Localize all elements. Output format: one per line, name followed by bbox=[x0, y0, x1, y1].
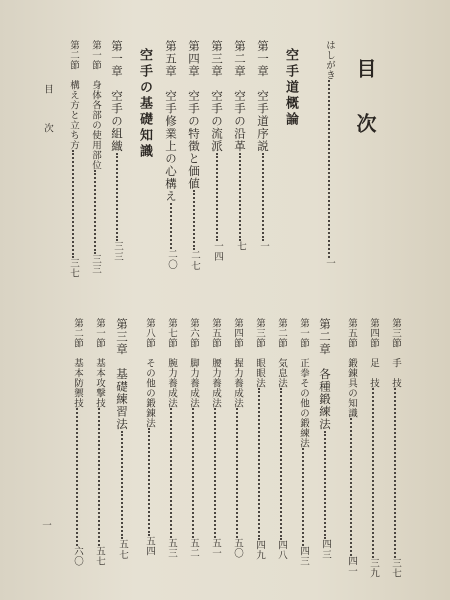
leader-dots bbox=[170, 203, 172, 249]
page-folio: 一 bbox=[40, 520, 51, 540]
leader-dots bbox=[324, 431, 326, 539]
leader-dots bbox=[148, 428, 150, 536]
toc-entry-preface bbox=[322, 40, 336, 268]
toc-entry-chapter: 第二章 空手の沿革七 bbox=[233, 40, 247, 251]
part-heading: 空手の基礎知識 bbox=[137, 48, 152, 160]
leader-dots bbox=[94, 170, 96, 254]
part-heading: 空手道概論 bbox=[283, 48, 298, 128]
leader-dots bbox=[239, 153, 241, 241]
leader-dots bbox=[262, 153, 264, 241]
leader-dots bbox=[116, 153, 118, 241]
toc-entry-section: 第六節 脚力養成法五二 bbox=[188, 318, 199, 558]
leader-dots bbox=[258, 388, 260, 540]
leader-dots bbox=[72, 150, 74, 258]
toc-entry-section: 第四節 握力養成法五〇 bbox=[232, 318, 243, 558]
toc-entry-chapter: 第一章 空手道序説一 bbox=[256, 40, 270, 251]
running-head: 目 次 bbox=[42, 84, 53, 143]
leader-dots bbox=[350, 418, 352, 556]
toc-entry-section: 第一節 身体各部の使用部位三三 bbox=[90, 40, 101, 274]
toc-entry-chapter: 第一章 空手の組織三三 bbox=[110, 40, 124, 262]
toc-entry-section: 第七節 腕力養成法五三 bbox=[166, 318, 177, 558]
leader-dots bbox=[76, 408, 78, 546]
toc-entry-section: 第三節 手 技三七 bbox=[390, 318, 401, 578]
toc-entry-chapter: 第四章 空手の特徴と価値二七 bbox=[187, 40, 201, 271]
toc-entry-section: 第五節 腰力養成法五一 bbox=[210, 318, 221, 558]
toc-entry-chapter: 第五章 空手修業上の心構え二〇 bbox=[164, 40, 178, 270]
toc-entry-chapter: 第三章 空手の流派一四 bbox=[210, 40, 224, 262]
toc-entry-chapter: 第三章 基礎練習法五七 bbox=[115, 318, 129, 560]
toc-entry-section: 第二節 気息法四八 bbox=[276, 318, 287, 560]
leader-dots bbox=[192, 408, 194, 538]
entry-label: はしがき bbox=[324, 40, 335, 80]
toc-entry-section: 第三節 眼眼法四九 bbox=[254, 318, 265, 560]
toc-entry-section: 第二節 構え方と立ち方三七 bbox=[68, 40, 79, 278]
toc-entry-section: 第一節 正拳その他の鍛練法四三 bbox=[298, 318, 309, 566]
leader-dots bbox=[236, 408, 238, 538]
leader-dots bbox=[121, 431, 123, 539]
page-number: 一 bbox=[324, 258, 335, 268]
leader-dots bbox=[280, 388, 282, 540]
toc-entry-section: 第一節 基本攻撃技五七 bbox=[94, 318, 105, 566]
toc-entry-section: 第八節 その他の鍛錬法五四 bbox=[144, 318, 155, 556]
toc-entry-section: 第二節 基本防禦技六〇 bbox=[72, 318, 83, 566]
leader-dots bbox=[216, 153, 218, 241]
toc-entry-section: 第四節 足 技三九 bbox=[368, 318, 379, 578]
toc-title: 目 次 bbox=[353, 58, 377, 147]
toc-entry-chapter: 第二章 各種鍛練法四三 bbox=[318, 318, 332, 560]
leader-dots bbox=[193, 190, 195, 250]
leader-dots bbox=[214, 408, 216, 538]
toc-entry-section: 第五節 鍛錬具の知識四一 bbox=[346, 318, 357, 576]
leader-dots bbox=[394, 388, 396, 558]
leader-dots bbox=[328, 80, 330, 258]
leader-dots bbox=[372, 388, 374, 558]
leader-dots bbox=[302, 448, 304, 546]
leader-dots bbox=[98, 408, 100, 546]
leader-dots bbox=[170, 408, 172, 538]
